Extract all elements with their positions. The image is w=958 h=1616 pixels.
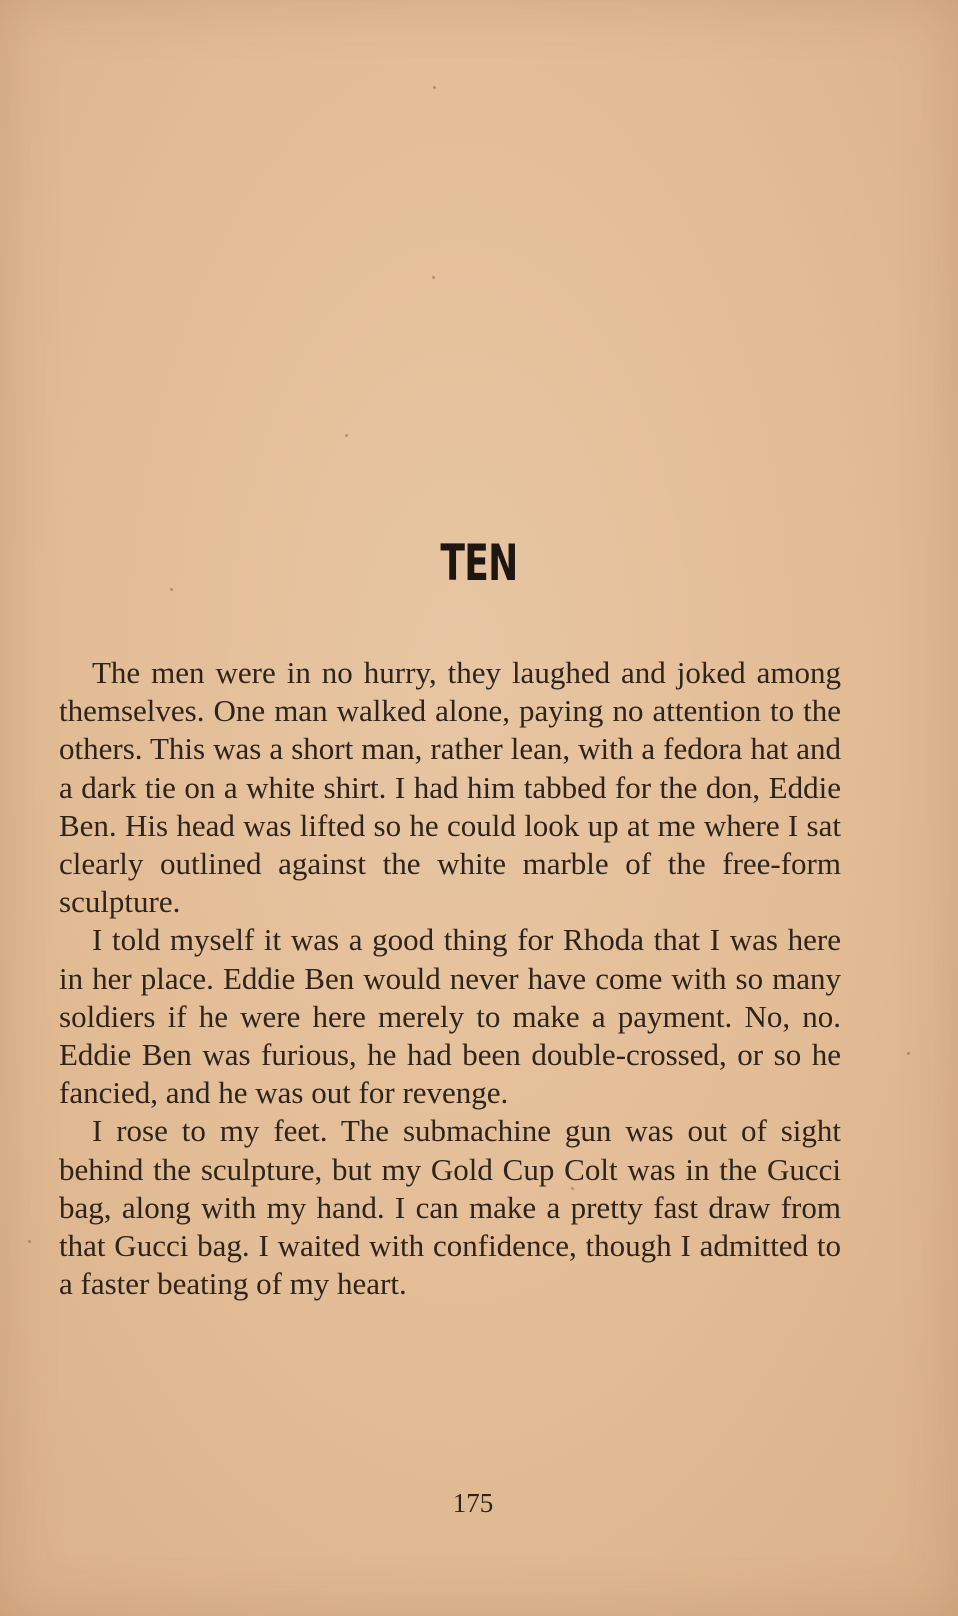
paper-speck — [28, 1240, 31, 1243]
chapter-body — [59, 654, 841, 1303]
paragraph-1: The men were in no hurry, they laughed and joked among themselves. One man walked alone, paying no attention to the others. This was a short man, rather lean, with a fedora hat and a dark tie on a white shirt. I had him tabbed for the don, Eddie Ben. His head was lifted so he could look up at me where I sat clearly outlined against the white marble of the free-form sculpture. — [59, 655, 841, 920]
page-number: 175 — [452, 1488, 494, 1518]
paper-speck — [170, 588, 173, 591]
paragraph-3: I rose to my feet. The submachine gun was out of sight behind the sculpture, but my Gold Cup Colt was in the Gucci bag, along with my hand. I can make a pretty fast draw from that Gucci bag. I waited with confidence, though I admitted to a faster beating of my heart. — [59, 1113, 841, 1302]
paper-speck — [345, 434, 348, 437]
paragraph-2: I told myself it was a good thing for Rhoda that I was here in her place. Eddie Ben would never have come with so many soldiers if he were here merely to make a payment. No, no. Eddie Ben was furious, he had been double-crossed, or so he fancied, and he was out for revenge. — [59, 922, 841, 1111]
paper-speck — [907, 1052, 910, 1055]
paper-speck — [432, 276, 435, 279]
paper-speck — [433, 86, 436, 89]
chapter-title: TEN — [440, 534, 518, 592]
